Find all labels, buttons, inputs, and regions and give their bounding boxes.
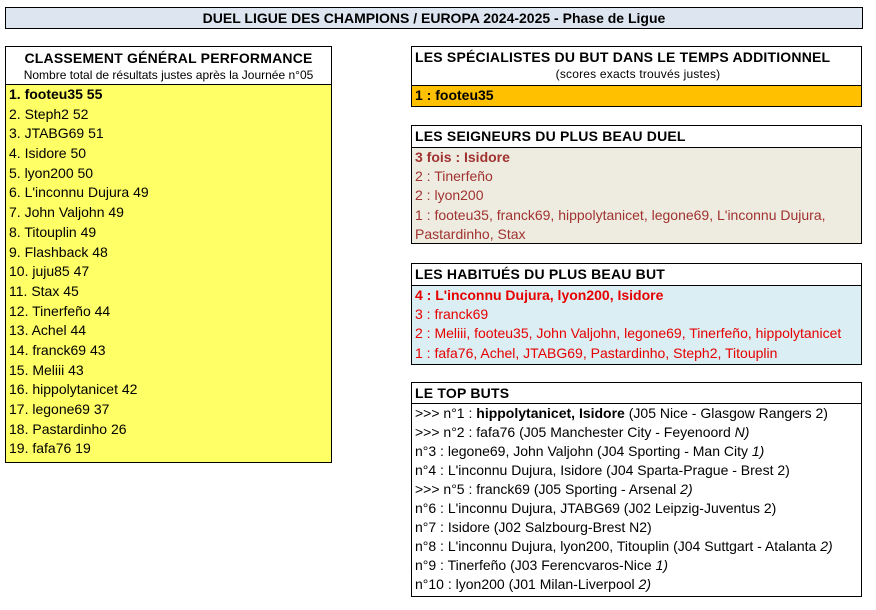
topbuts-prefix: n°4 :: [415, 462, 448, 478]
habitues-row: 4 : L'inconnu Dujura, lyon200, Isidore: [415, 287, 664, 303]
habitues-row: 3 : franck69: [415, 306, 489, 323]
topbuts-match: (J03 Ferencvaros-Nice: [506, 557, 656, 573]
topbuts-suffix: 2): [820, 538, 833, 554]
topbuts-row: [415, 499, 861, 518]
topbuts-row: [415, 575, 861, 594]
topbuts-names: legone69, John Valjohn: [447, 443, 594, 459]
classement-row: 15. Meliii 43: [9, 361, 84, 378]
topbuts-prefix: n°3 :: [415, 443, 448, 459]
topbuts-names: franck69: [476, 481, 530, 497]
classement-row: 10. juju85 47: [9, 263, 90, 280]
habitues-row: 1 : fafa76, Achel, JTABG69, Pastardinho, Steph2, Titouplin: [415, 344, 778, 361]
seigneurs-row: Pastardinho, Stax: [415, 225, 526, 242]
topbuts-suffix: 1): [655, 557, 669, 573]
habitues-heading: LES HABITUÉS DU PLUS BEAU BUT: [411, 263, 862, 286]
classement-row: 17. legone69 37: [9, 401, 110, 417]
classement-row: 16. hippolytanicet 42: [9, 381, 138, 398]
classement-subheading: Nombre total de résultats justes après la Journée n°05: [23, 68, 314, 82]
topbuts-names: Tinerfeño: [447, 557, 507, 573]
topbuts-names: L'inconnu Dujura, lyon200, Titouplin: [447, 538, 670, 554]
topbuts-match: (J04 Sparta-Prague - Brest 2): [602, 462, 790, 478]
seigneurs-row: 3 fois : Isidore: [415, 149, 510, 165]
classement-heading: CLASSEMENT GÉNÉRAL PERFORMANCE: [24, 50, 313, 66]
topbuts-prefix: >>> n°5 :: [415, 481, 477, 497]
specialistes-heading: LES SPÉCIALISTES DU BUT DANS LE TEMPS ADDITIONNEL: [415, 49, 831, 65]
topbuts-suffix: 1): [751, 443, 765, 459]
topbuts-suffix: N): [734, 424, 750, 440]
topbuts-names: fafa76: [476, 424, 516, 440]
classement-header: [5, 46, 332, 85]
specialistes-subheading: (scores exacts trouvés justes): [555, 67, 721, 81]
classement-row: 12. Tinerfeño 44: [9, 302, 111, 319]
topbuts-row: [415, 442, 861, 461]
seigneurs-row: 1 : footeu35, franck69, hippolytanicet, legone69, L'inconnu Dujura,: [415, 206, 826, 223]
seigneurs-heading: LES SEIGNEURS DU PLUS BEAU DUEL: [411, 125, 862, 148]
classement-list: [5, 85, 332, 463]
topbuts-match: (J05 Nice - Glasgow Rangers 2): [624, 405, 828, 421]
topbuts-row: [415, 537, 861, 556]
topbuts-prefix: n°6 :: [415, 500, 448, 516]
topbuts-prefix: n°8 :: [415, 538, 448, 554]
topbuts-row: [415, 404, 861, 423]
topbuts-match: (J02 Salzbourg-Brest N2): [489, 519, 652, 535]
habitues-list: [411, 286, 862, 365]
topbuts-names: L'inconnu Dujura, Isidore: [447, 462, 603, 478]
classement-row: 13. Achel 44: [9, 322, 87, 339]
topbuts-match: (J04 Suttgart - Atalanta: [669, 538, 821, 554]
classement-row: 11. Stax 45: [9, 282, 79, 299]
page-title: DUEL LIGUE DES CHAMPIONS / EUROPA 2024-2025 - Phase de Ligue: [5, 7, 863, 29]
topbuts-row: [415, 461, 861, 480]
seigneurs-list: [411, 148, 862, 244]
topbuts-suffix: 2): [680, 481, 693, 497]
classement-row: 4. Isidore 50: [9, 145, 87, 162]
topbuts-prefix: n°7 :: [415, 519, 448, 535]
classement-row: 3. JTABG69 51: [9, 125, 104, 142]
topbuts-prefix: >>> n°1 :: [415, 405, 477, 421]
topbuts-row: [415, 480, 861, 499]
topbuts-prefix: n°10 :: [415, 576, 456, 592]
topbuts-match: (J04 Sporting - Man City: [593, 443, 752, 459]
classement-row: 1. footeu35 55: [9, 86, 103, 102]
topbuts-match: (J01 Milan-Liverpool: [504, 576, 639, 592]
classement-row: 6. L'inconnu Dujura 49: [9, 184, 149, 201]
topbuts-heading: LE TOP BUTS: [411, 382, 862, 404]
topbuts-match: (J05 Manchester City - Feyenoord: [515, 424, 735, 440]
topbuts-row: [415, 556, 861, 575]
topbuts-names: lyon200: [455, 576, 505, 592]
topbuts-row: [415, 518, 861, 537]
seigneurs-row: 2 : lyon200: [415, 187, 484, 204]
classement-row: 2. Steph2 52: [9, 105, 89, 122]
classement-row: 19. fafa76 19: [9, 440, 91, 457]
specialistes-header: [411, 46, 862, 86]
classement-row: 9. Flashback 48: [9, 243, 108, 260]
classement-row: 14. franck69 43: [9, 341, 106, 358]
classement-row: 7. John Valjohn 49: [9, 204, 124, 221]
topbuts-list: [411, 404, 862, 597]
topbuts-match: (J02 Leipzig-Juventus 2): [619, 500, 777, 516]
topbuts-match: (J05 Sporting - Arsenal: [529, 481, 681, 497]
classement-row: 18. Pastardinho 26: [9, 420, 127, 437]
habitues-row: 2 : Meliii, footeu35, John Valjohn, legone69, Tinerfeño, hippolytanicet: [415, 325, 842, 342]
topbuts-names: Isidore: [447, 519, 490, 535]
topbuts-suffix: 2): [638, 576, 651, 592]
topbuts-row: [415, 423, 861, 442]
seigneurs-row: 2 : Tinerfeño: [415, 168, 493, 185]
topbuts-prefix: >>> n°2 :: [415, 424, 477, 440]
topbuts-prefix: n°9 :: [415, 557, 448, 573]
classement-row: 8. Titouplin 49: [9, 223, 97, 240]
classement-row: 5. lyon200 50: [9, 164, 94, 181]
topbuts-names: L'inconnu Dujura, JTABG69: [447, 500, 620, 516]
topbuts-names: hippolytanicet, Isidore: [476, 405, 625, 421]
specialistes-row: 1 : footeu35: [411, 86, 862, 107]
